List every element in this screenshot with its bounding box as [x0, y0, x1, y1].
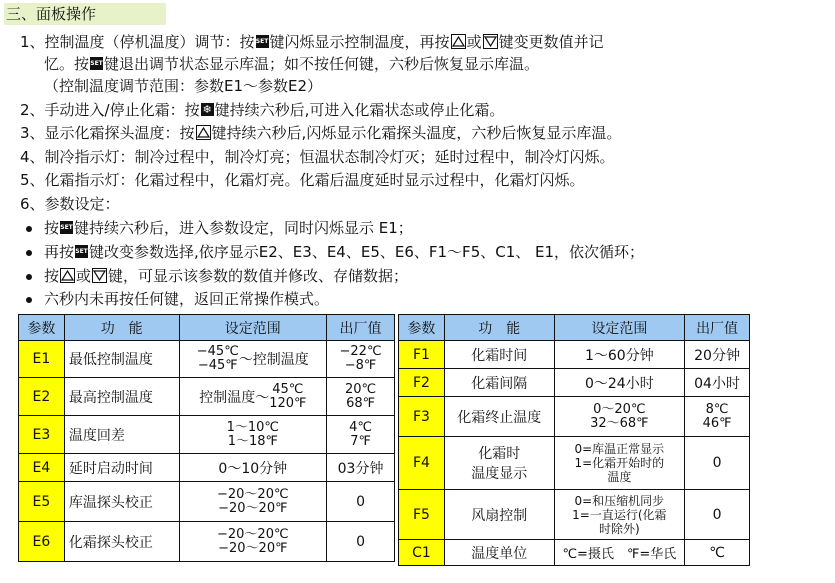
- param-default: 04小时: [685, 369, 750, 397]
- text: 按: [44, 267, 60, 285]
- table-row: [19, 416, 395, 454]
- down-triangle-icon: [483, 34, 498, 49]
- bullet-icon: [26, 226, 32, 232]
- range-line: 0=库温正常显示: [574, 442, 665, 456]
- set-key-icon: SET: [60, 221, 73, 234]
- instruction-line-7: 5、化霜指示灯：化霜过程中，化霜灯亮。化霜后温度延时显示过程中，化霜灯闪烁。: [20, 171, 585, 189]
- param-default: 20分钟: [685, 341, 750, 369]
- text: 2、手动进入/停止化霜：按: [20, 101, 200, 119]
- param-code: E2: [19, 378, 65, 416]
- parameter-table-left: [18, 314, 395, 562]
- param-range: [179, 482, 327, 522]
- instruction-line-4: [20, 100, 504, 120]
- range-line: 0=和压缩机同步: [574, 493, 665, 508]
- instruction-line-2: [44, 54, 539, 74]
- param-default: 0: [685, 437, 750, 490]
- instruction-line-8: 6、参数设定：: [20, 195, 120, 213]
- param-range: ℃=摄氏 ℉=华氏: [554, 540, 685, 566]
- table-row: [399, 341, 750, 369]
- bullet-icon: [26, 250, 32, 256]
- range-line: −20～20℃: [217, 526, 289, 542]
- range-line: −45℉: [197, 358, 238, 373]
- table-row: [19, 341, 395, 378]
- param-range: 0～10分钟: [179, 454, 327, 482]
- param-default: [685, 397, 750, 437]
- text: 键持续六秒后,闪烁显示化霜探头温度，六秒后恢复显示库温。: [211, 124, 622, 142]
- table-row: [19, 378, 395, 416]
- header-default: 出厂值: [327, 315, 395, 341]
- bullet-icon: [26, 297, 32, 303]
- function-line: 化霜时: [478, 446, 521, 462]
- up-triangle-icon: [196, 125, 211, 140]
- param-default: 0: [327, 522, 395, 562]
- param-function: 化霜间隔: [444, 369, 554, 397]
- param-default: [327, 341, 395, 378]
- bullet-line-4: [20, 289, 329, 309]
- set-key-icon: SET: [75, 245, 88, 258]
- table-row: [399, 540, 750, 566]
- param-code: E4: [19, 454, 65, 482]
- param-function: 最高控制温度: [64, 378, 179, 416]
- param-default: 03分钟: [327, 454, 395, 482]
- range-line: 1=一直运行(化霜: [572, 507, 667, 522]
- param-range: [179, 378, 327, 416]
- default-line: 46℉: [702, 415, 732, 431]
- table-row: [19, 454, 395, 482]
- param-code: C1: [399, 540, 445, 566]
- param-code: F3: [399, 397, 445, 437]
- range-line: 45℃: [272, 381, 304, 397]
- param-range: [179, 416, 327, 454]
- param-code: F1: [399, 341, 445, 369]
- text: 键退出调节状态显示库温；如不按任何键，六秒后恢复显示库温。: [104, 55, 540, 73]
- text: 六秒内未再按任何键，返回正常操作模式。: [44, 290, 330, 308]
- param-range: 1～60分钟: [554, 341, 685, 369]
- param-code: E1: [19, 341, 65, 378]
- range-line: 时除外): [598, 521, 640, 536]
- range-line: 0～20℃: [593, 401, 646, 417]
- instruction-line-3: （控制温度调节范围：参数E1～参数E2）: [44, 77, 323, 95]
- param-default: 0: [327, 482, 395, 522]
- param-function: 化霜终止温度: [444, 397, 554, 437]
- range-line: 1=化霜开始时的: [574, 456, 665, 470]
- text: 键改变参数选择,依序显示E2、E3、E4、E5、E6、F1～F5、C1、 E1，依次循环；: [89, 243, 645, 261]
- table-row: [399, 369, 750, 397]
- range-prefix: 控制温度～: [199, 389, 270, 406]
- range-line: 32～68℉: [590, 415, 649, 431]
- param-code: E3: [19, 416, 65, 454]
- range-line: −20～20℃: [217, 486, 289, 502]
- param-range: [179, 522, 327, 562]
- table-header-row: [399, 315, 750, 341]
- table-header-row: [19, 315, 395, 341]
- instruction-line-6: 4、制冷指示灯：制冷过程中，制冷灯亮；恒温状态制冷灯灭；延时过程中，制冷灯闪烁。: [20, 148, 615, 166]
- text: 键，可显示该参数的数值并修改、存储数据；: [108, 267, 409, 285]
- header-param: 参数: [19, 315, 65, 341]
- param-default: 0: [685, 490, 750, 540]
- param-range: [554, 397, 685, 437]
- set-key-icon: SET: [90, 57, 103, 70]
- param-code: E5: [19, 482, 65, 522]
- table-row: [399, 490, 750, 540]
- param-function: 温度回差: [64, 416, 179, 454]
- param-code: F2: [399, 369, 445, 397]
- header-range: 设定范围: [554, 315, 685, 341]
- defrost-key-icon: ❄: [202, 103, 212, 116]
- table-row: [19, 522, 395, 562]
- set-key-icon: SET: [256, 35, 269, 48]
- text: 再按: [44, 243, 75, 261]
- text: 键持续六秒后，进入参数设定，同时闪烁显示 E1；: [74, 219, 413, 237]
- range-suffix: ～控制温度: [238, 352, 309, 368]
- default-line: −8℉: [344, 358, 377, 373]
- param-function: 风扇控制: [444, 490, 554, 540]
- text: 键持续六秒后,可进入化霜状态或停止化霜。: [214, 101, 505, 119]
- param-default: [327, 378, 395, 416]
- default-line: 7℉: [350, 433, 371, 449]
- param-function: [444, 437, 554, 490]
- range-line: 1～10℃: [226, 419, 279, 435]
- bullet-line-3: [20, 266, 408, 286]
- param-function: 化霜探头校正: [64, 522, 179, 562]
- param-function: 温度单位: [444, 540, 554, 566]
- up-triangle-icon: [451, 34, 466, 49]
- table-row: [399, 437, 750, 490]
- param-default: [327, 416, 395, 454]
- table-row: [19, 482, 395, 522]
- text: 1、控制温度（停机温度）调节：按: [20, 33, 255, 51]
- default-line: 68℉: [346, 395, 375, 411]
- param-code: F5: [399, 490, 445, 540]
- range-line: −20～20℉: [218, 540, 288, 556]
- text: 忆。按: [44, 55, 90, 73]
- text: 键闪烁显示控制温度，再按: [269, 33, 450, 51]
- default-line: 4℃: [349, 419, 372, 435]
- default-line: −22℃: [339, 344, 382, 359]
- bullet-line-2: [20, 242, 644, 262]
- bullet-icon: [26, 274, 32, 280]
- table-row: [399, 397, 750, 437]
- param-default: ℃: [685, 540, 750, 566]
- header-param: 参数: [399, 315, 445, 341]
- param-range: 0～24小时: [554, 369, 685, 397]
- parameter-table-right: [398, 314, 750, 566]
- param-code: E6: [19, 522, 65, 562]
- text: 按: [44, 219, 60, 237]
- range-line: 温度: [607, 470, 632, 484]
- bullet-line-1: [20, 218, 413, 238]
- param-function: 延时启动时间: [64, 454, 179, 482]
- header-default: 出厂值: [685, 315, 750, 341]
- text: 3、显示化霜探头温度：按: [20, 124, 195, 142]
- instruction-line-1: [20, 32, 604, 52]
- range-line: −20～20℉: [218, 500, 288, 516]
- range-line: 120℉: [269, 395, 307, 411]
- text: 或: [76, 267, 92, 285]
- default-line: 20℃: [344, 381, 377, 397]
- param-range: [179, 341, 327, 378]
- range-line: −45℃: [196, 344, 239, 359]
- text: 键变更数值并记: [498, 33, 604, 51]
- param-function: 最低控制温度: [64, 341, 179, 378]
- header-range: 设定范围: [179, 315, 327, 341]
- default-line: 8℃: [705, 401, 729, 417]
- text: 或: [466, 33, 482, 51]
- param-code: F4: [399, 437, 445, 490]
- down-triangle-icon: [92, 268, 107, 283]
- header-function: 功 能: [64, 315, 179, 341]
- function-line: 温度显示: [471, 466, 528, 482]
- param-function: 库温探头校正: [64, 482, 179, 522]
- up-triangle-icon: [60, 268, 75, 283]
- range-line: 1～18℉: [227, 433, 278, 449]
- section-heading: 三、面板操作: [4, 3, 166, 25]
- param-range: [554, 437, 685, 490]
- param-range: [554, 490, 685, 540]
- header-function: 功 能: [444, 315, 554, 341]
- param-function: 化霜时间: [444, 341, 554, 369]
- instruction-line-5: [20, 123, 621, 143]
